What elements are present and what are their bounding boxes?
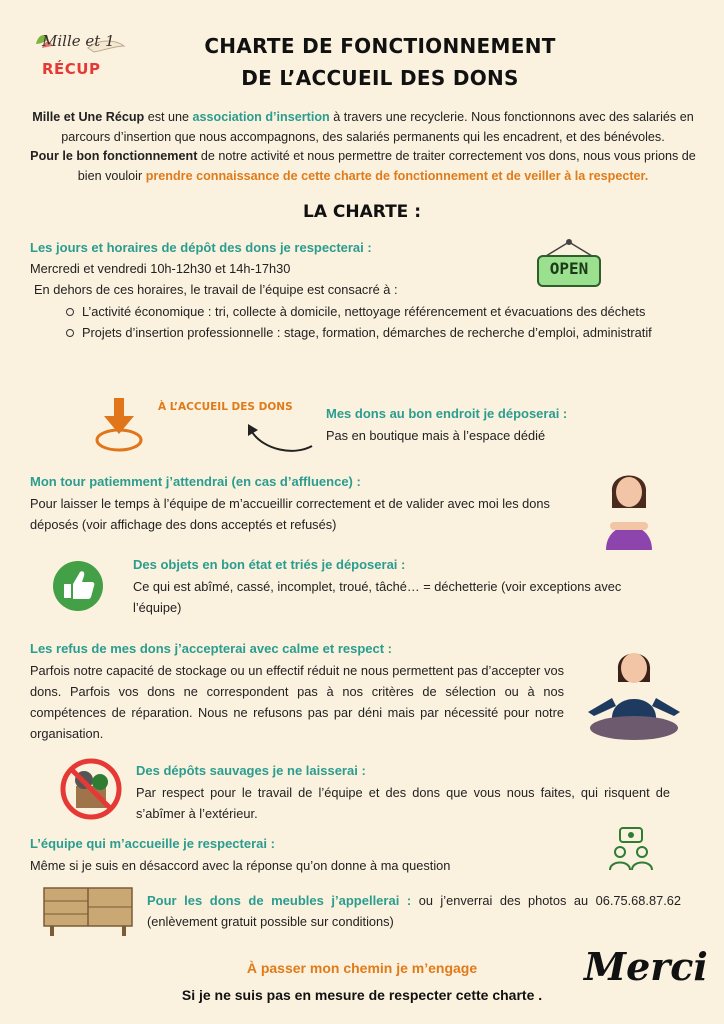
s3-text: Pour laisser le temps à l’équipe de m’accueillir correctement et de valider avec moi les dons déposés (voir affichage des dons acceptés et refusés): [30, 496, 550, 532]
drop-arrow-icon: [90, 396, 150, 454]
s5-text: Parfois notre capacité de stockage ou un effectif réduit ne nous permettent pas d’accepter vos dons. Parfois vos dons ne correspondent pas à nos critères de sélection ou à nos compétences de réparation. Nous ne refusons pas par déni mais par nécessité pour notre organisation.: [30, 663, 564, 741]
s7-text: Même si je suis en désaccord avec la réponse qu’on donne à ma question: [30, 858, 451, 873]
s8-text-block: [147, 890, 681, 932]
s4-heading: Des objets en bon état et triés je déposerai :: [133, 557, 406, 572]
s1-intro: En dehors de ces horaires, le travail de l’équipe est consacré à :: [34, 282, 398, 297]
open-sign-label: OPEN: [549, 259, 589, 278]
s1-heading: Les jours et horaires de dépôt des dons je respecterai :: [30, 240, 372, 255]
merci-signature: Merci: [584, 944, 708, 989]
s1-hours: Mercredi et vendredi 10h-12h30 et 14h-17h30: [30, 261, 291, 276]
intro-p1: Mille et Une Récup est une association d’insertion à travers une recyclerie. Nous fonctionnons avec des salariés en parcours d’insertion que nous accompagnons, des salariés permanents qui les encadrent, et des bénévoles.: [32, 110, 694, 144]
meditating-person-icon: [580, 636, 688, 744]
logo-line2: RÉCUP: [42, 60, 101, 78]
no-dumping-icon: [60, 758, 122, 820]
s5-heading: Les refus de mes dons j’accepterai avec calme et respect :: [30, 641, 393, 656]
waiting-person-icon: [596, 462, 662, 552]
s6-text: Par respect pour le travail de l’équipe et des dons que vous nous faites, qui risquent de s’abîmer à l’extérieur.: [136, 785, 670, 821]
title-line1: CHARTE DE FONCTIONNEMENT: [204, 34, 556, 58]
s8-heading: Pour les dons de meubles j’appellerai :: [147, 893, 412, 908]
open-sign-icon: [536, 236, 602, 290]
curved-arrow-icon: [244, 416, 316, 452]
logo: [28, 26, 128, 86]
s8-text: ou j’enverrai des photos au 06.75.68.87.62 (enlèvement gratuit possible sur conditions): [147, 893, 681, 929]
thumbs-up-icon: [52, 560, 104, 612]
s7-heading: L’équipe qui m’accueille je respecterai :: [30, 836, 275, 851]
list-item: Projets d’insertion professionnelle : stage, formation, démarches de recherche d’emploi, administratif: [64, 322, 674, 343]
footer-commitment: À passer mon chemin je m’engage: [246, 960, 478, 976]
page-title: [150, 30, 610, 94]
intro-p2: Pour le bon fonctionnement de notre activité et nous permettre de traiter correctement vos dons, nous vous prions de bien vouloir prendre connaissance de cette charte de fonctionnement et de veiller à la respecter.: [30, 149, 696, 183]
s2-arrow-label: À L’ACCUEIL DES DONS: [158, 401, 293, 413]
s3-heading: Mon tour patiemment j’attendrai (en cas d’affluence) :: [30, 474, 361, 489]
s2-text: Pas en boutique mais à l’espace dédié: [326, 428, 546, 443]
footer-note: Si je ne suis pas en mesure de respecter cette charte .: [181, 987, 543, 1003]
s4-text: Ce qui est abîmé, cassé, incomplet, troué, tâché… = déchetterie (voir exceptions avec l’équipe): [133, 579, 622, 615]
furniture-dresser-icon: [42, 886, 134, 938]
list-item: L’activité économique : tri, collecte à domicile, nettoyage référencement et évacuations des déchets: [64, 301, 674, 322]
intro-paragraph: [18, 108, 708, 186]
charte-heading: LA CHARTE :: [302, 202, 422, 222]
s6-heading: Des dépôts sauvages je ne laisserai :: [136, 763, 366, 778]
s2-heading: Mes dons au bon endroit je déposerai :: [326, 406, 568, 421]
logo-line1: Mille et 1: [42, 32, 115, 50]
title-line2: DE L’ACCUEIL DES DONS: [241, 66, 519, 90]
s1-bullet-list: [64, 301, 674, 343]
team-icon: [608, 826, 654, 872]
